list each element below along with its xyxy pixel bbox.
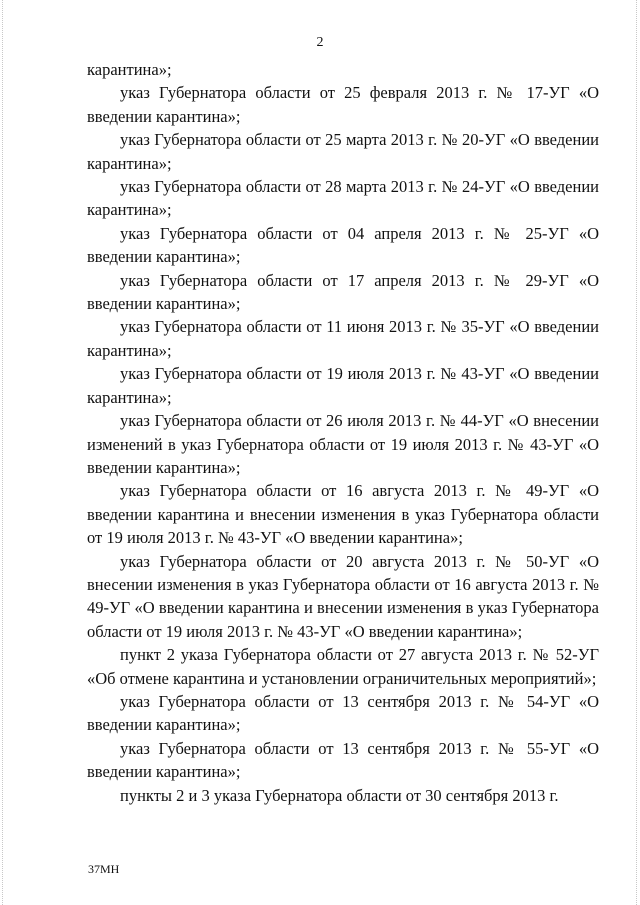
paragraph: пункты 2 и 3 указа Губернатора области от 30 сентября 2013 г. [120, 785, 559, 805]
paragraph: указ Губернатора области от 13 сентября 2013 г. № 55-УГ «О введении карантина»; [87, 738, 599, 782]
paragraph: указ Губернатора области от 25 февраля 2013 г. № 17-УГ «О введении карантина»; [87, 83, 599, 126]
paragraph: пункт 2 указа Губернатора области от 27 августа 2013 г. № 52-УГ «Об отмене карантина и установлении ограничительных мероприятий»; [87, 645, 599, 688]
paragraph: указ Губернатора области от 25 марта 2013 г. № 20-УГ «О введении карантина»; [87, 130, 599, 173]
paragraph: указ Губернатора области от 26 июля 2013 г. № 44-УГ «О внесении изменений в указ Губернатора области от 19 июля 2013 г. № 43-УГ «О введении карантина»; [87, 411, 599, 477]
paragraph: указ Губернатора области от 28 марта 2013 г. № 24-УГ «О введении карантина»; [87, 177, 599, 220]
document-body [87, 58, 599, 807]
paragraph: указ Губернатора области от 20 августа 2013 г. № 50-УГ «О внесении изменения в указ Губернатора области от 16 августа 2013 г. № 49-УГ «О введении карантина и внесении изменения в указ Губернатора области от 19 июля 2013 г. № 43-УГ «О введении карантина»; [87, 551, 599, 641]
scan-edge-left [2, 0, 4, 905]
paragraph: карантина»; [87, 60, 172, 79]
footer-code: 37МН [88, 862, 120, 876]
paragraph: указ Губернатора области от 17 апреля 2013 г. № 29-УГ «О введении карантина»; [87, 270, 599, 314]
scan-edge-right [636, 0, 638, 905]
paragraph: указ Губернатора области от 13 сентября 2013 г. № 54-УГ «О введении карантина»; [87, 691, 599, 735]
paragraph: указ Губернатора области от 16 августа 2013 г. № 49-УГ «О введении карантина и внесении изменения в указ Губернатора области от 19 июля 2013 г. № 43-УГ «О введении карантина»; [87, 481, 599, 548]
paragraph: указ Губернатора области от 19 июля 2013 г. № 43-УГ «О введении карантина»; [87, 364, 599, 407]
paragraph: указ Губернатора области от 04 апреля 2013 г. № 25-УГ «О введении карантина»; [87, 223, 599, 267]
paragraph: указ Губернатора области от 11 июня 2013 г. № 35-УГ «О введении карантина»; [87, 317, 599, 360]
page-number: 2 [316, 35, 324, 50]
